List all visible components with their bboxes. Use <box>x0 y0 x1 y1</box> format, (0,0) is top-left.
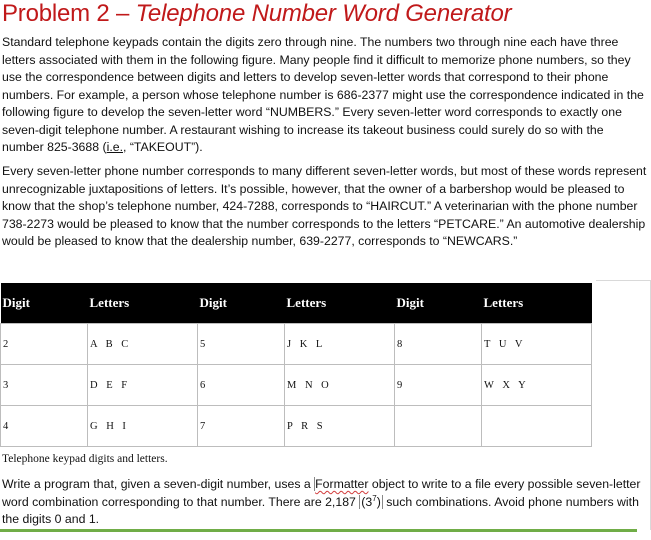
p1-ie: i.e. <box>106 140 123 154</box>
table-cell: 6 <box>198 365 285 406</box>
combinations-expression <box>359 495 383 509</box>
table-cell <box>482 406 592 447</box>
table-cell: 7 <box>198 406 285 447</box>
header-digit-1: Digit <box>1 283 88 324</box>
table-cell: 9 <box>395 365 482 406</box>
header-letters-2: Letters <box>285 283 395 324</box>
table-cell: P R S <box>285 406 395 447</box>
header-letters-1: Letters <box>88 283 198 324</box>
table-row <box>1 324 592 365</box>
table-row <box>1 406 592 447</box>
table-cell: W X Y <box>482 365 592 406</box>
formatter-word[interactable]: Formatter <box>315 477 369 491</box>
table-cell: J K L <box>285 324 395 365</box>
p1-text-b: , “TAKEOUT”). <box>123 140 203 154</box>
page-title <box>2 0 511 28</box>
table-cell: D E F <box>88 365 198 406</box>
table-cell: A B C <box>88 324 198 365</box>
table-cell: 5 <box>198 324 285 365</box>
title-prefix: Problem 2 – <box>2 0 136 27</box>
p3-text-b: object to write to a file every possible seven-letter word combination corresponding to that number. There are 2,187 <box>2 477 641 509</box>
title-italic: Telephone Number Word Generator <box>135 0 512 27</box>
exponent: 7 <box>372 493 377 503</box>
p3-open: (3 <box>361 494 373 509</box>
table-cell: M N O <box>285 365 395 406</box>
table-cell: T U V <box>482 324 592 365</box>
header-digit-3: Digit <box>395 283 482 324</box>
table-cell: G H I <box>88 406 198 447</box>
header-digit-2: Digit <box>198 283 285 324</box>
keypad-table <box>0 283 592 447</box>
table-cell: 3 <box>1 365 88 406</box>
p1-text-a: Standard telephone keypads contain the digits zero through nine. The numbers two through nine each have three letters associated with them in the following figure. Many people find it difficult to memorize phone numbers, so they use the correspondence between digits and letters to develop seven-letter words that correspond to their phone numbers. For example, a person whose telephone number is 686-2377 might use the correspondence indicated in the following figure to develop the seven-letter word “NUMBERS.” Every seven-letter word corresponds to exactly one seven-digit telephone number. A restaurant wishing to increase its takeout business could surely do so with the number 825-3688 ( <box>2 35 644 154</box>
keypad-header-row <box>1 283 592 324</box>
table-caption: Telephone keypad digits and letters. <box>2 453 168 465</box>
examples-paragraph: Every seven-letter phone number corresponds to many different seven-letter words, but most of these words represent unrecognizable juxtapositions of letters. It’s possible, however, that the owner of a barbershop would be pleased to know that the shop’s telephone number, 424-7288, corresponds to “HAIRCUT.” A veterinarian with the phone number 738-2273 would be pleased to know that the number corresponds to the letters “PETCARE.” An automotive dealership would be pleased to know that the dealership number, 639-2277, corresponds to “NEWCARS.” <box>2 164 647 248</box>
p3-close: ) <box>376 494 381 509</box>
task-paragraph <box>2 476 648 529</box>
intro-paragraph <box>2 34 648 157</box>
accent-rule <box>0 529 637 532</box>
p3-text-a: Write a program that, given a seven-digit number, uses a <box>2 477 315 491</box>
table-cell: 4 <box>1 406 88 447</box>
p3-text-c: such combinations. Avoid phone numbers with the digits 0 and 1. <box>2 494 639 526</box>
header-letters-3: Letters <box>482 283 592 324</box>
table-row <box>1 365 592 406</box>
table-cell: 8 <box>395 324 482 365</box>
table-cell: 2 <box>1 324 88 365</box>
table-cell <box>395 406 482 447</box>
